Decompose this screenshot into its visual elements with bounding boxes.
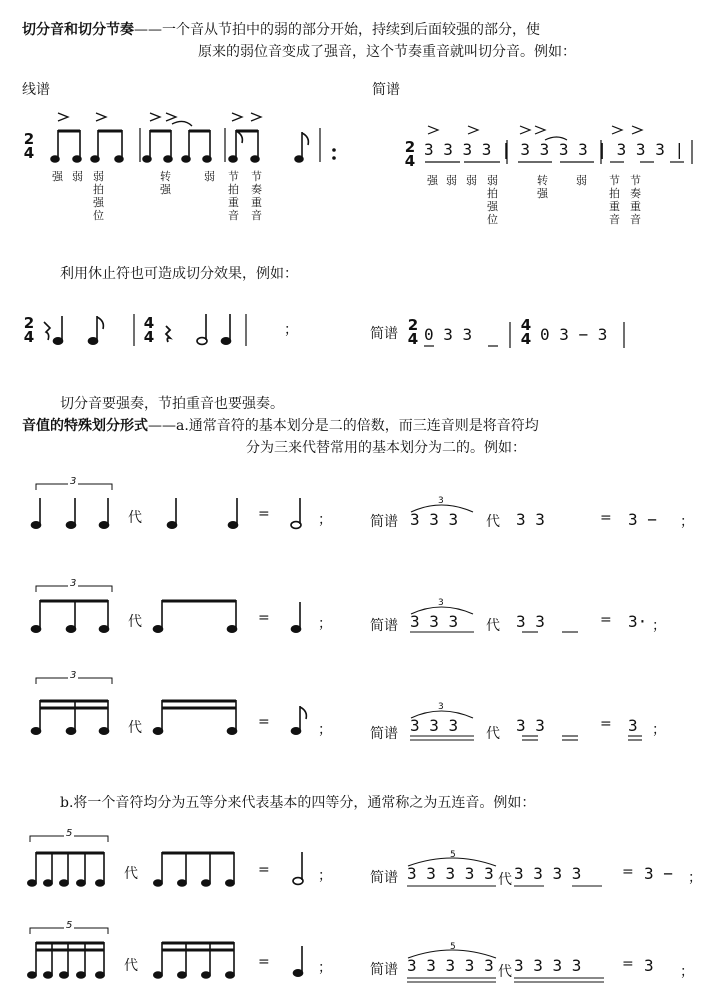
row5-jianpu-result: 3 [644,956,654,975]
time-signature-numerator: 2 [23,314,35,332]
row5-eq: = [258,954,270,970]
triplet-row-quarters [32,484,302,528]
row3-eq: = [258,714,270,730]
row1-dai: 代 [128,510,142,526]
quint-row-eighths-jianpu [407,858,602,886]
row4-jianpu-prefix: 简谱 [370,870,398,886]
quint-row-sixteenths-jianpu [407,950,604,982]
row4-jianpu-quint: 3 3 3 3 3 [407,864,494,883]
tuplet-5-row5: 5 [66,920,73,931]
section1-heading: 切分音和切分节奏 [22,22,134,38]
row2-semi: ； [318,616,332,632]
staff-label: 线谱 [22,82,50,98]
row1-semi: ； [318,512,332,528]
jianpu-label-weak-beat-strong: 弱 拍 强 位 [487,174,498,226]
jianpu-label-strong: 强 [427,174,438,187]
time-signature-denominator: 4 [143,328,155,346]
section1-dash: —— [134,22,162,38]
row5-dai: 代 [124,958,138,974]
row3-dai: 代 [128,720,142,736]
row4-jianpu-eq: = [622,864,634,880]
jianpu-example-notes: 3 3 3 3 | 3 3 3 3 | 3 3 3 | [424,140,685,159]
section1-line1: 一个音从节拍中的弱的部分开始，持续到后面较强的部分，使 [162,22,540,38]
row2-jianpu-eq: = [600,612,612,628]
staff-label-beat-accent: 节 拍 重 音 [228,170,239,222]
row1-jianpu-prefix: 简谱 [370,514,398,530]
row4-jianpu-result: 3 − [644,864,673,883]
jianpu-label-weak-3: 弱 [576,174,587,187]
row2-dai: 代 [128,614,142,630]
quint-row-eighths [28,836,303,886]
row1-jianpu-triplet: 3 3 3 [410,510,459,529]
time-signature-denominator: 4 [407,330,419,348]
tuplet-3-row1-jianpu: 3 [438,496,444,506]
section2-dash: —— [148,418,176,434]
jianpu-label-weak-2: 弱 [466,174,477,187]
staff-label-weak-beat-strong-col: 拍 强 位 [93,183,104,222]
tuplet-5-row4: 5 [66,828,73,839]
row5-semi: ； [318,960,332,976]
tuplet-3-row2: 3 [70,578,77,589]
row3-jianpu-semi: ； [652,722,666,738]
row2-eq: = [258,610,270,626]
section-b-intro: b.将一个音符均分为五等分来代表基本的四等分，通常称之为五连音。例如： [60,795,536,811]
row4-semi: ； [318,868,332,884]
emphasis-note: 切分音要强奏，节拍重音也要强奏。 [60,396,284,412]
row5-jianpu-prefix: 简谱 [370,962,398,978]
row2-jianpu-semi: ； [652,618,666,634]
staff-rhythm-notes [51,128,335,162]
jianpu-label-rhythm-accent: 节 奏 重 音 [630,174,641,226]
row1-jianpu-result: 3 − [628,510,657,529]
row3-jianpu-prefix: 简谱 [370,726,398,742]
row3-jianpu-triplet: 3 3 3 [410,716,459,735]
row5-jianpu-semi: ； [680,964,694,980]
time-signature-numerator: 2 [404,138,416,156]
triplet-row-sixteenths-jianpu [410,711,642,740]
time-signature-numerator: 4 [143,314,155,332]
time-signature-denominator: 4 [520,330,532,348]
accent-marks [58,113,261,126]
jianpu-label: 简谱 [372,82,400,98]
jianpu-label-beat-accent: 节 拍 重 音 [609,174,620,226]
tuplet-3-row1: 3 [70,476,77,487]
row4-jianpu-semi: ； [688,870,702,886]
row2-jianpu-prefix: 简谱 [370,618,398,634]
staff-label-weak-1: 弱 [72,170,83,183]
section2-line1: a.通常音符的基本划分是二的倍数，而三连音则是将音符均 [176,418,539,434]
row5-jianpu-eq: = [622,956,634,972]
tuplet-3-row3: 3 [70,670,77,681]
staff-label-weak-3: 弱 [204,170,215,183]
row1-eq: = [258,506,270,522]
time-signature-numerator: 2 [23,130,35,148]
row3-semi: ； [318,722,332,738]
row4-eq: = [258,862,270,878]
row5-jianpu-replace: 3 3 3 3 [514,956,582,975]
time-signature-denominator: 4 [23,144,35,162]
rest-intro: 利用休止符也可造成切分效果，例如： [60,266,298,282]
section2-heading: 音值的特殊划分形式 [22,418,148,434]
time-signature-numerator: 2 [407,316,419,334]
rest-semicolon: ； [284,322,298,338]
tuplet-3-row2-jianpu: 3 [438,598,444,608]
row1-jianpu-replace: 3 3 [516,510,545,529]
row5-jianpu-dai: 代 [498,964,512,980]
row2-jianpu-dai: 代 [486,618,500,634]
row2-jianpu-replace: 3 3 [516,612,545,631]
rest-staff-notes [44,314,246,346]
time-signature-numerator: 4 [520,316,532,334]
row4-jianpu-dai: 代 [498,872,512,888]
row4-jianpu-replace: 3 3 3 3 [514,864,582,883]
tuplet-5-row5-jianpu: 5 [450,942,456,952]
row2-jianpu-triplet: 3 3 3 [410,612,459,631]
rest-jianpu-bar2: 0 3 − 3 [540,325,608,344]
staff-label-weak-2: 弱 [93,170,104,183]
triplet-row-sixteenths [32,678,307,734]
row3-jianpu-result: 3 [628,716,638,735]
quint-row-sixteenths [28,928,303,978]
section1-line2: 原来的弱位音变成了强音，这个节奏重音就叫切分音。例如： [198,44,576,60]
section2-line2: 分为三来代替常用的基本划分为二的。例如： [246,440,526,456]
rest-jianpu-marks [424,322,624,348]
staff-label-strong: 强 [52,170,63,183]
row5-jianpu-quint: 3 3 3 3 3 [407,956,494,975]
row4-dai: 代 [124,866,138,882]
triplet-row-eighths [32,586,301,632]
tuplet-3-row3-jianpu: 3 [438,702,444,712]
jianpu-label-turn-strong: 转 强 [537,174,548,200]
staff-label-rhythm-accent: 节 奏 重 音 [251,170,262,222]
row3-jianpu-eq: = [600,716,612,732]
rest-jianpu-prefix: 简谱 [370,326,398,342]
tuplet-5-row4-jianpu: 5 [450,850,456,860]
triplet-row-eighths-jianpu [410,607,578,632]
jianpu-example-marks [425,126,692,164]
staff-label-turn-strong: 转 强 [160,170,171,196]
row1-jianpu-eq: = [600,510,612,526]
jianpu-label-weak-1: 弱 [446,174,457,187]
rest-jianpu-bar1: 0 3 3 [424,325,473,344]
time-signature-denominator: 4 [404,152,416,170]
row1-jianpu-dai: 代 [486,514,500,530]
row3-jianpu-replace: 3 3 [516,716,545,735]
row3-jianpu-dai: 代 [486,726,500,742]
row1-jianpu-semi: ； [680,514,694,530]
time-signature-denominator: 4 [23,328,35,346]
row2-jianpu-result: 3· [628,612,648,631]
